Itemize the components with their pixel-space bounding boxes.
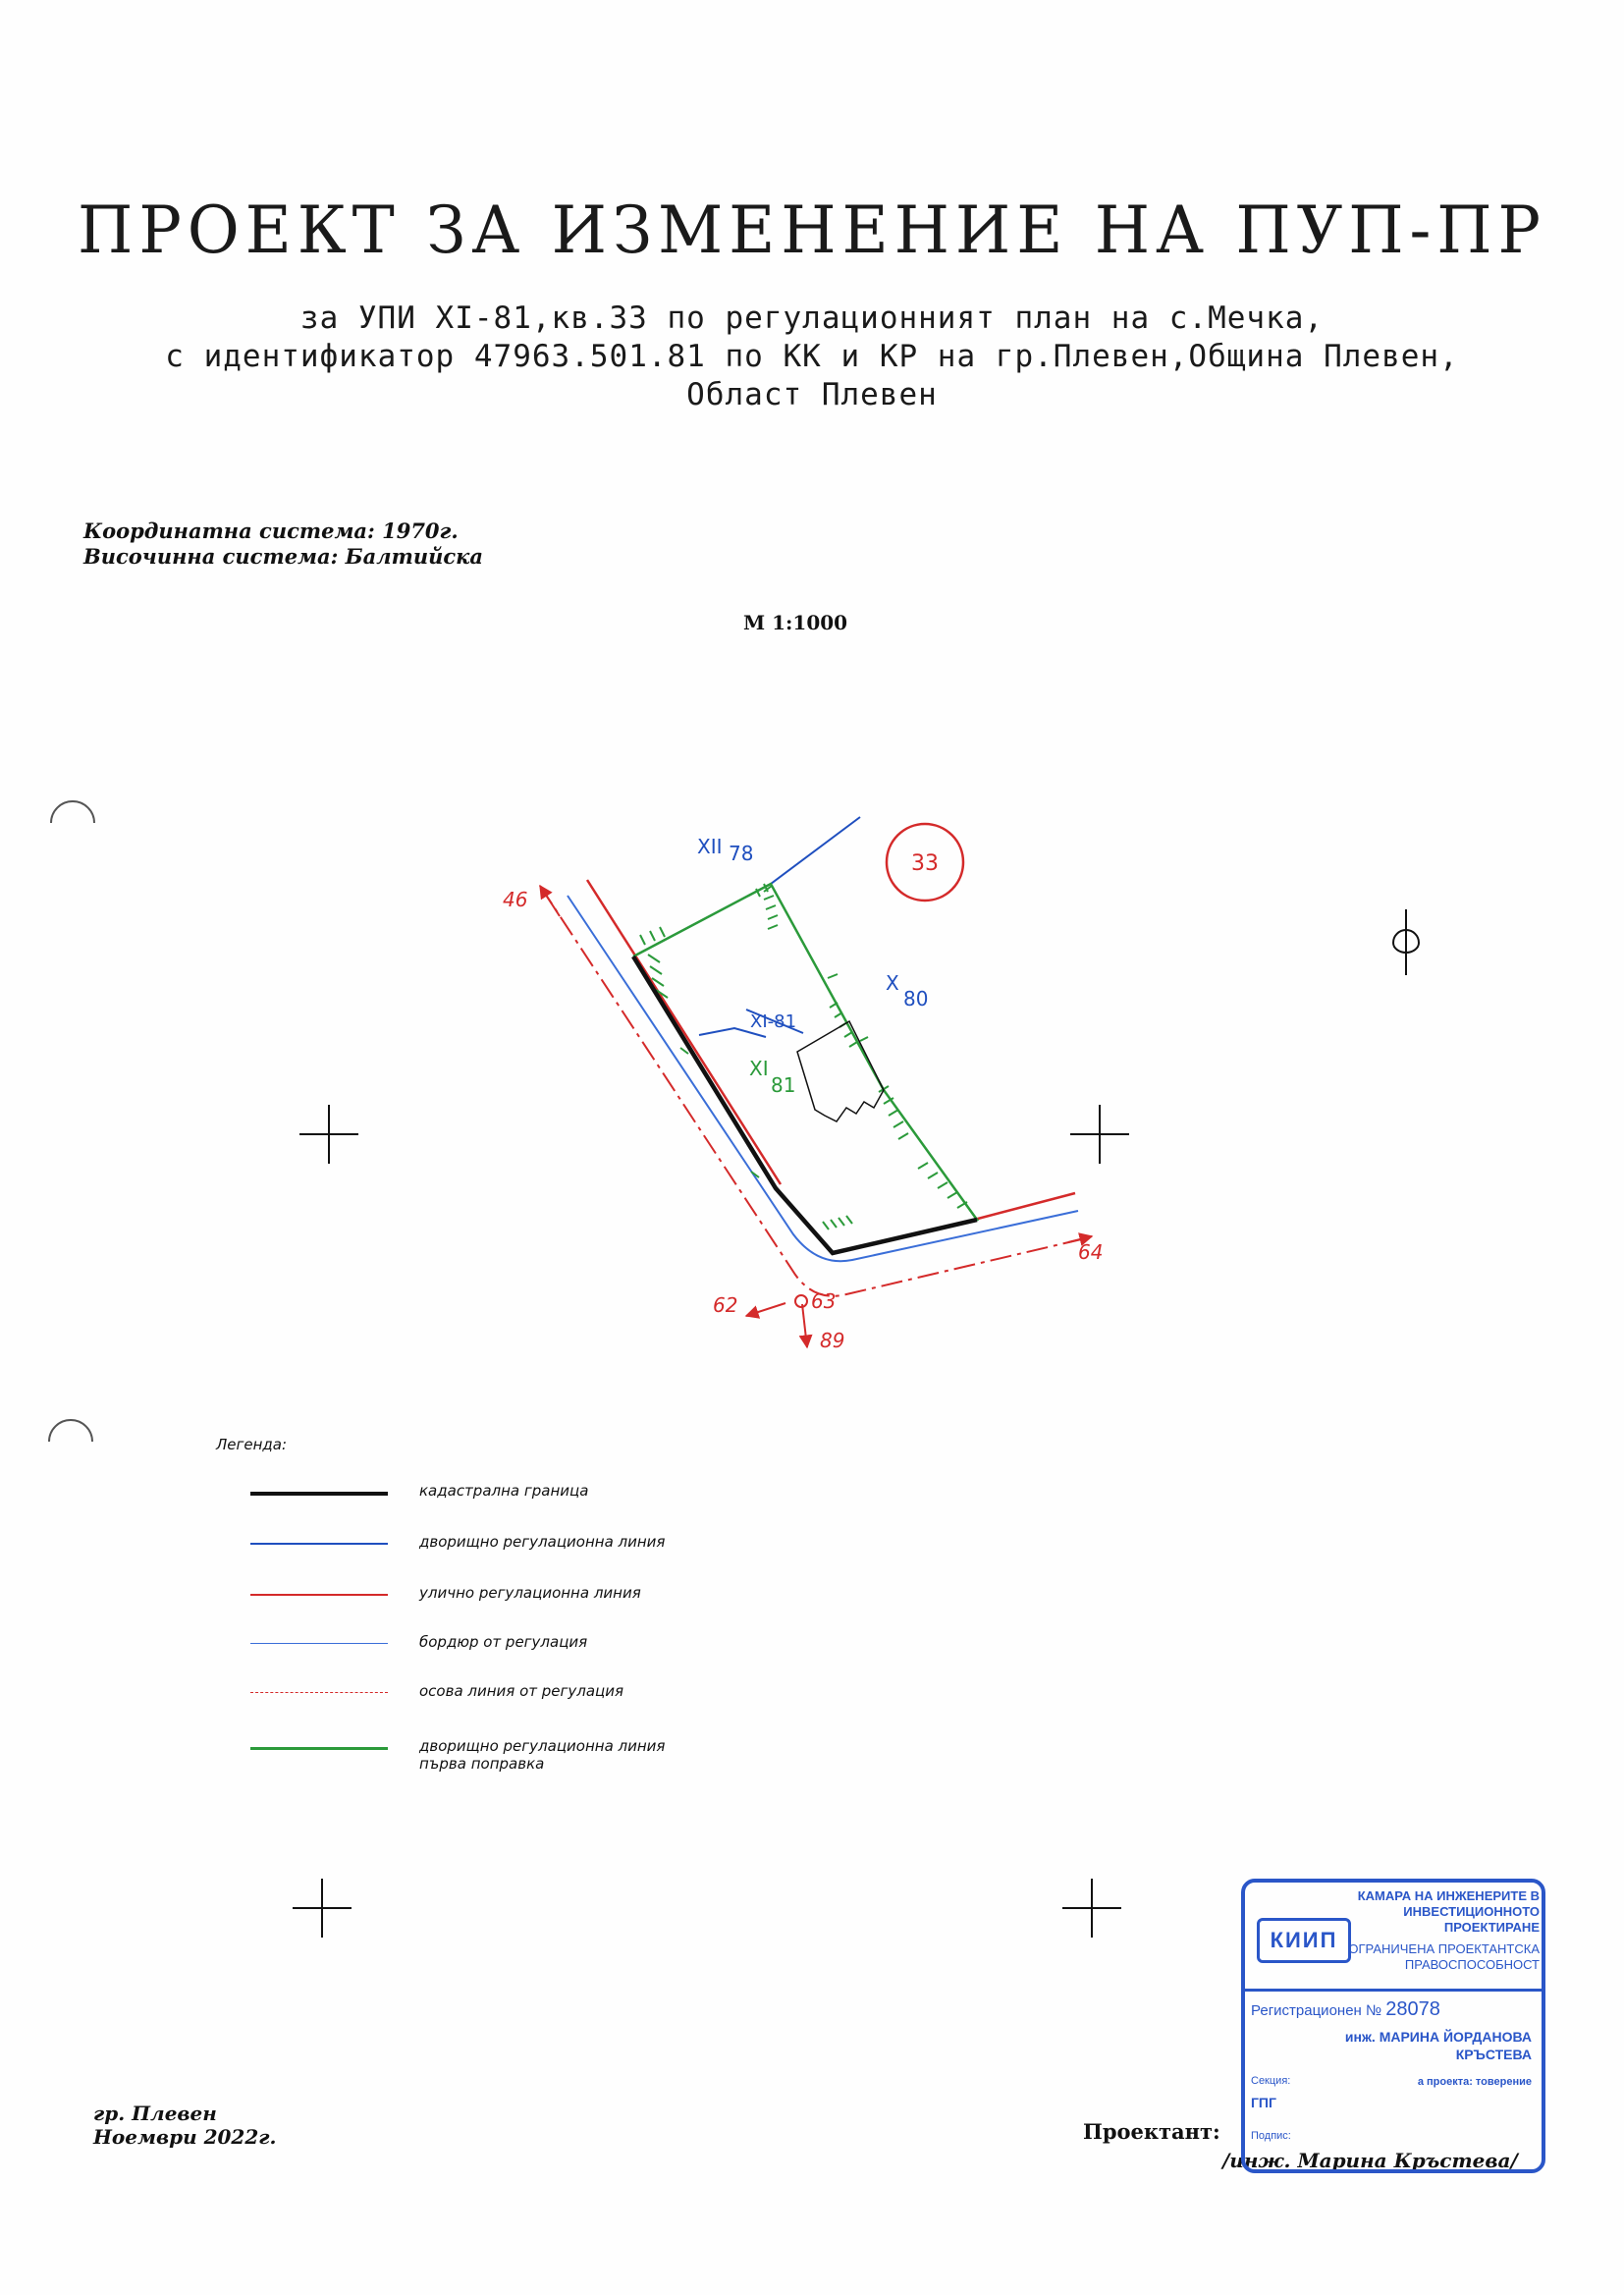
legend-swatch — [250, 1747, 388, 1750]
registration-marks — [293, 1105, 1129, 1938]
subtitle-line-3: Област Плевен — [686, 377, 938, 412]
axis-point-63 — [795, 1295, 807, 1307]
stamp-section-value: ГПГ — [1251, 2095, 1276, 2110]
legend-item — [250, 1530, 761, 1557]
legend-swatch — [250, 1594, 388, 1596]
punch-hole-bottom — [49, 1420, 92, 1442]
designer-name: /инж. Марина Кръстева/ — [1222, 2149, 1518, 2172]
plot-label-x-number: 80 — [903, 987, 929, 1011]
legend-label: кадастрална граница — [419, 1482, 589, 1500]
plot-label-xii-number: 78 — [729, 842, 754, 865]
coordinate-system: Координатна система: 1970г. — [83, 519, 459, 543]
register-cross-2 — [1070, 1105, 1129, 1164]
punch-hole-top — [51, 801, 94, 823]
legend-swatch — [250, 1692, 388, 1693]
axis-label-62: 62 — [713, 1293, 738, 1317]
legend-swatch — [250, 1643, 388, 1644]
subtitle-line-2: с идентификатор 47963.501.81 по КК и КР на гр.Плевен,Община Плевен, — [165, 339, 1459, 374]
plot-label-xi-old: XI-81 — [750, 1011, 797, 1032]
stamp-registration — [1251, 1998, 1440, 2021]
plot-label-xii: XII — [697, 835, 723, 858]
stamp-reg-number: 28078 — [1385, 1998, 1440, 2020]
axis-arrow-46 — [540, 886, 560, 916]
legend-label: улично регулационна линия — [419, 1584, 641, 1602]
legend-swatch — [250, 1492, 388, 1496]
legend-item — [250, 1679, 761, 1707]
axis-arrow-89 — [802, 1304, 807, 1347]
stamp-section-label: Секция: — [1251, 2075, 1291, 2087]
register-cross-1 — [299, 1105, 358, 1164]
register-cross-4 — [1062, 1879, 1121, 1938]
axis-label-46: 46 — [503, 888, 528, 911]
legend-label: осова линия от регулация — [419, 1682, 624, 1700]
axis-label-89: 89 — [820, 1329, 845, 1352]
legend-item — [250, 1734, 761, 1773]
engineer-stamp — [1241, 1879, 1545, 2173]
north-arrow-icon — [1393, 909, 1419, 975]
stamp-chamber: КАМАРА НА ИНЖЕНЕРИТЕ В ИНВЕСТИЦИОННОТО ПРОЕКТИРАНЕ — [1357, 1888, 1540, 1935]
page-title: ПРОЕКТ ЗА ИЗМЕНЕНИЕ НА ПУП-ПР — [78, 192, 1546, 268]
legend-label: бордюр от регулация — [419, 1633, 588, 1651]
block-number: 33 — [911, 851, 939, 876]
axis-label-63: 63 — [811, 1289, 837, 1313]
correction-regulation-line — [633, 884, 977, 1253]
stamp-signature-label: Подпис: — [1251, 2130, 1291, 2142]
stamp-engineer: инж. МАРИНА ЙОРДАНОВА КРЪСТЕВА — [1344, 2029, 1532, 2062]
legend-title: Легенда: — [216, 1436, 288, 1453]
street-regulation-line — [587, 880, 1075, 1220]
building-outline — [797, 1021, 884, 1121]
height-system: Височинна система: Балтийска — [83, 544, 483, 569]
stamp-part: а проекта: товерение — [1417, 2076, 1532, 2088]
plot-label-xi-new: XI — [749, 1057, 769, 1080]
correction-hatch — [640, 884, 967, 1229]
legend-swatch — [250, 1543, 388, 1545]
axis-arrow-62 — [746, 1303, 785, 1316]
designer-label: Проектант: — [1083, 2119, 1220, 2144]
legend-label: дворищно регулационна линия първа поправка — [419, 1737, 666, 1773]
axis-label-64: 64 — [1078, 1240, 1104, 1264]
chamber-logo: КИИП — [1257, 1918, 1351, 1963]
legend-item — [250, 1581, 761, 1609]
place-date: Ноември 2022г. — [93, 2125, 277, 2149]
legend-item — [250, 1479, 761, 1506]
stamp-reg-label: Регистрационен № — [1251, 2002, 1382, 2019]
legend-item — [250, 1630, 761, 1658]
plot-label-xi-new-number: 81 — [771, 1073, 796, 1097]
map-scale: М 1:1000 — [743, 611, 848, 634]
stamp-divider — [1245, 1989, 1542, 1992]
legend-label: дворищно регулационна линия — [419, 1533, 666, 1551]
place-city: гр. Плевен — [93, 2102, 217, 2125]
place-and-date — [93, 2102, 276, 2149]
plot-label-x: X — [886, 971, 899, 995]
stamp-limited: ОГРАНИЧЕНА ПРОЕКТАНТСКА ПРАВОСПОСОБНОСТ — [1348, 1941, 1540, 1972]
register-cross-3 — [293, 1879, 352, 1938]
subtitle-line-1: за УПИ XI-81,кв.33 по регулационният план на с.Мечка, — [299, 301, 1325, 336]
